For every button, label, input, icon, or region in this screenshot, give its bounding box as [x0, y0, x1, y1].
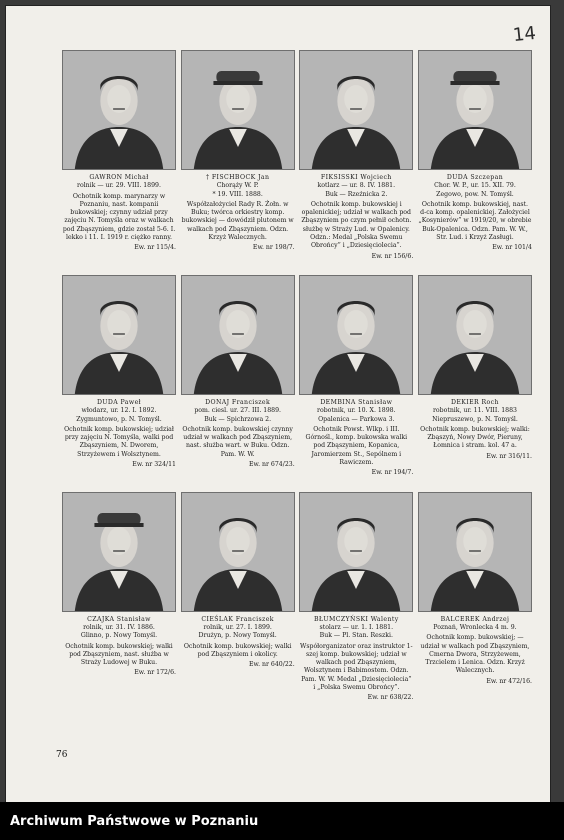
archive-label: Archiwum Państwowe w Poznaniu — [10, 813, 259, 829]
person-service-record: Ochotnik komp. bukowskiej; walki pod Zbąszyniem, nast. służba w Straży Ludowej w Buku. — [65, 642, 173, 667]
person-service-record: Ochotnik komp. marynarzy w Poznaniu, nast. kompanii bukowskiej; czynny udział przy zajęciu N. Tomyśla oraz w walkach pod Zbąszyniem, gdzie został 5-6. I. lekko i 11. I. 1919 r. ciężko ranny. — [62, 192, 176, 242]
portrait-photo-svg — [63, 493, 175, 611]
biography-text — [418, 399, 532, 461]
biography-text — [418, 174, 532, 253]
person-occupation-birth: Chorąży W. P. — [216, 182, 259, 190]
biography-entry — [62, 275, 176, 478]
person-service-record: Ochotnik Powst. Wlkp. i III. Górnośl., komp. bukowska walki pod Zbąszyniem, Kopanica, Jaromierzem St., Sepólnem i Rawiczem. — [305, 425, 408, 467]
person-service-record: Ochotnik komp. bukowskiej; — udział w walkach pod Zbąszyniem, Cmerna Dwora, Strzyżewem, Trzcielem i Lenica. Odzn. Krzyż Walecznych. — [420, 634, 530, 675]
registry-number: Ew. nr 156/6. — [371, 252, 414, 260]
person-service-record: Ochotnik komp. bukowskiej; udział przy zajęciu N. Tomyśla, walki pod Zbąszyniem, N. Dworem, Strzyżewem i Wolsztynem. — [64, 425, 174, 458]
biography-entry — [181, 275, 295, 478]
biography-text — [181, 616, 295, 670]
registry-number: Ew. nr 674/23. — [249, 461, 295, 469]
person-occupation-birth: Poznań, Wronlecka 4 m. 9. — [433, 623, 517, 631]
registry-number: Ew. nr 172/6. — [134, 669, 176, 677]
person-address: Zygmuntowo, p. N. Tomyśl. — [76, 415, 162, 423]
portrait-photo-svg — [63, 51, 175, 169]
portrait-photo-svg — [300, 51, 412, 169]
portrait-photo — [62, 275, 176, 395]
portrait-photo — [418, 275, 532, 395]
biography-text — [62, 174, 176, 253]
person-service-record: Współorganizator oraz instruktor 1-szej komp. bukowskiej; udział w walkach pod Zbąszyniem, Wolsztynem i Babimostem. Odzn. Pam. W. W. Medal „Dziesięciolecia” i „Polska Swemu Obrońcy”. — [299, 642, 413, 692]
portrait-photo-svg — [63, 276, 175, 394]
person-occupation-birth: rolnik, ur. 27. I. 1899. — [203, 623, 272, 631]
person-service-record: Ochotnik komp. bukowskiej; walki: Zbąszyń, Nowy Dwór, Pieruny, Łomnica i stram. kol. 47 a. — [420, 425, 530, 450]
person-name: DUDA Paweł — [96, 398, 142, 406]
portrait-photo — [418, 492, 532, 612]
biography-entry — [62, 50, 176, 261]
person-name: † FISCHBOCK Jan — [205, 174, 270, 181]
biography-text — [299, 399, 413, 478]
registry-number: Ew. nr 324/11 — [132, 461, 176, 469]
person-service-record: Współzałożyciel Rady R. Żołn. w Buku; twórca orkiestry komp. bukowskiej — dowódził plutonem w walkach pod Zbąszyniem. Odzn. Krzyż Walecznych. — [181, 200, 294, 242]
biography-text — [299, 616, 413, 703]
portrait-photo — [181, 492, 295, 612]
portrait-photo-svg — [419, 51, 531, 169]
person-name: CIEŚLAK Franciszek — [201, 615, 274, 623]
portrait-photo-svg — [182, 276, 294, 394]
person-name: DEKIER Roch — [451, 398, 499, 406]
person-address: Niepruszewo, p. N. Tomyśl. — [432, 415, 518, 423]
registry-number: Ew. nr 101/4 — [492, 244, 532, 252]
portrait-photo — [299, 492, 413, 612]
portrait-photo-svg — [300, 493, 412, 611]
person-occupation-birth: rolnik — ur. 29. VIII. 1899. — [77, 182, 161, 190]
person-name: DUDA Szczepan — [446, 174, 504, 181]
person-service-record: Ochotnik komp. bukowskiej czynny udział w walkach pod Zbąszyniem, nast. służba wart. w Buku. Odzn. Pam. W. W. — [182, 425, 293, 458]
registry-number: Ew. nr 194/7. — [371, 469, 414, 477]
person-occupation-birth: Chor. W. P., ur. 15. XII. 79. — [434, 182, 516, 190]
person-address: Buk — Rzeźnicka 2. — [325, 190, 388, 198]
biography-text — [418, 616, 532, 686]
person-address: * 19. VIII. 1888. — [212, 190, 263, 198]
biography-entry — [418, 275, 532, 478]
portrait-photo-svg — [182, 493, 294, 611]
document-page — [6, 6, 550, 802]
handwritten-page-mark: 14 — [512, 22, 538, 47]
person-occupation-birth: włodarz, ur. 12. I. 1892. — [81, 407, 157, 415]
portrait-row — [62, 50, 532, 261]
person-occupation-birth: kotlarz — ur. 8. IV. 1881. — [317, 182, 396, 190]
portrait-row — [62, 275, 532, 478]
person-name: BŁUMCZYŃSKI Walenty — [313, 615, 399, 623]
portrait-photo — [181, 50, 295, 170]
portrait-photo — [181, 275, 295, 395]
portrait-row — [62, 492, 532, 703]
biography-entry — [181, 50, 295, 261]
person-address: Buk — Spichrzowa 2. — [204, 415, 272, 423]
person-occupation-birth: robotnik, ur. 11. VIII. 1883 — [432, 407, 517, 415]
biography-entry — [418, 50, 532, 261]
registry-number: Ew. nr 640/22. — [249, 661, 295, 669]
portrait-photo — [299, 50, 413, 170]
person-service-record: Ochotnik komp. bukowskiej; walki pod Zbąszyniem i okolicy. — [183, 642, 292, 658]
portrait-photo-svg — [300, 276, 412, 394]
portrait-photo-svg — [419, 493, 531, 611]
person-service-record: Ochotnik komp. bukowskiej, nast. d-ca komp. opalenickiej. Założyciel „Kosynierów” w 1919/20, w obrebie Buk-Opalenica. Odzn. Pam. W. W., Str. Lud. i Krzyż Zasługi. — [418, 200, 532, 242]
person-name: FIKSISSKI Wojciech — [320, 174, 392, 181]
person-address: Glinno, p. Nowy Tomyśl. — [80, 632, 158, 640]
person-name: CZAJKA Stanisław — [87, 615, 151, 623]
person-name: BALCEREK Andrzej — [440, 615, 510, 623]
portrait-photo — [418, 50, 532, 170]
person-address: Opalenica — Parkowa 3. — [318, 415, 395, 423]
person-service-record: Ochotnik komp. bukowskiej i opalenickiej; udział w walkach pod Zbąszyniem po czym pełnił ochotn. służbę w Straży Lud. w Opalenicy. Odzn.: Medal „Polska Swemu Obrońcy” i „Dziesięciolecia”. — [301, 200, 412, 250]
portrait-photo — [62, 50, 176, 170]
biography-text — [181, 174, 295, 253]
portrait-grid — [62, 50, 532, 717]
person-occupation-birth: rolnik, ur. 31. IV. 1886. — [83, 623, 155, 631]
registry-number: Ew. nr 472/16. — [486, 677, 532, 685]
portrait-photo-svg — [182, 51, 294, 169]
biography-text — [62, 616, 176, 678]
biography-entry — [418, 492, 532, 703]
registry-number: Ew. nr 115/4. — [134, 244, 176, 252]
person-occupation-birth: robotnik, ur. 10. X. 1898. — [317, 407, 396, 415]
person-occupation-birth: pom. ciesl. ur. 27. III. 1889. — [194, 407, 281, 415]
biography-text — [299, 174, 413, 261]
person-address: Drużyn, p. Nowy Tomyśl. — [198, 632, 277, 640]
biography-entry — [62, 492, 176, 703]
archive-footer — [0, 802, 564, 840]
biography-entry — [181, 492, 295, 703]
biography-entry — [299, 492, 413, 703]
person-address: Buk — Pl. Stan. Reszki. — [319, 632, 393, 640]
registry-number: Ew. nr 638/22. — [367, 694, 414, 702]
portrait-photo — [62, 492, 176, 612]
person-occupation-birth: stolarz — ur. 1. I. 1881. — [319, 623, 394, 631]
portrait-photo — [299, 275, 413, 395]
biography-entry — [299, 50, 413, 261]
biography-text — [62, 399, 176, 469]
portrait-photo-svg — [419, 276, 531, 394]
page-number: 76 — [56, 750, 68, 760]
biography-text — [181, 399, 295, 469]
person-name: GAWRON Michał — [89, 174, 149, 181]
person-name: DONAJ Franciszek — [205, 398, 271, 406]
person-name: DEMBINA Stanisław — [320, 398, 393, 406]
registry-number: Ew. nr 316/11. — [486, 452, 532, 460]
registry-number: Ew. nr 198/7. — [252, 244, 295, 252]
biography-entry — [299, 275, 413, 478]
person-address: Zegowo, pow. N. Tomyśl. — [436, 190, 514, 198]
